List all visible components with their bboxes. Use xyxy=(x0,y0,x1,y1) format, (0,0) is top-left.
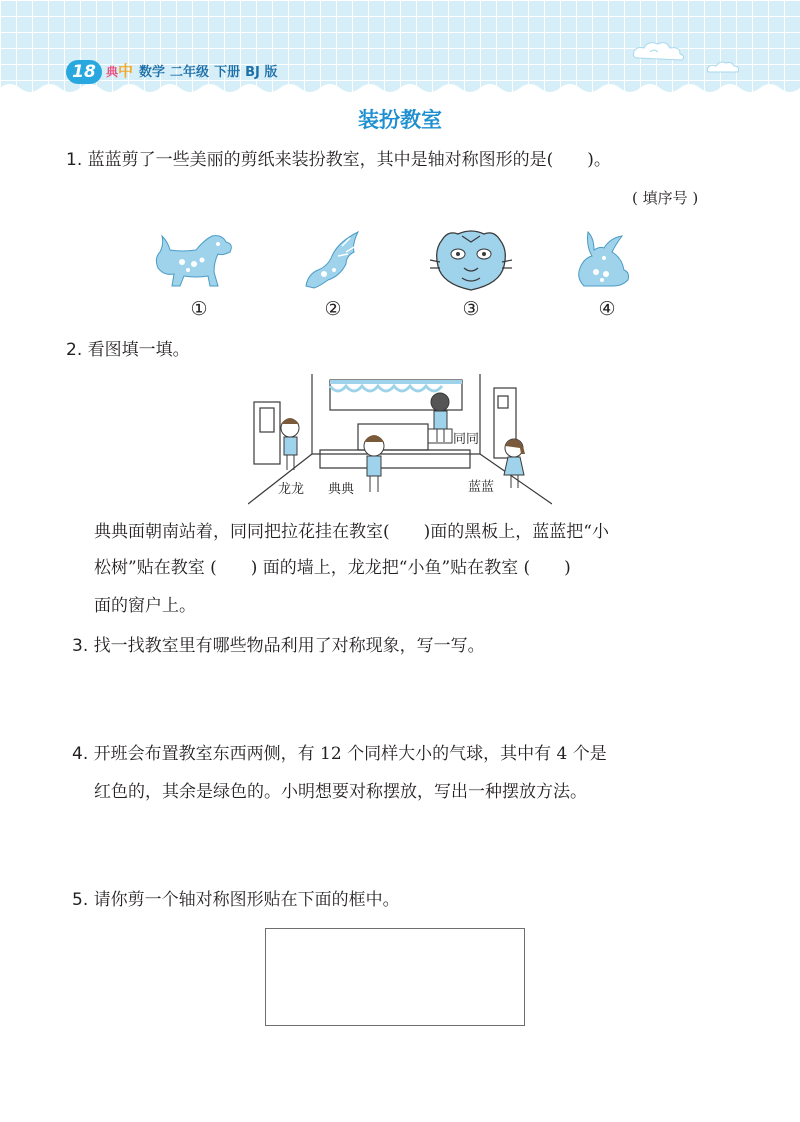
question-2 xyxy=(66,338,190,362)
dog-papercut-icon xyxy=(152,228,236,292)
question-5 xyxy=(72,888,400,912)
question-text: 请你剪一个轴对称图形贴在下面的框中。 xyxy=(93,890,400,910)
cloud-icon xyxy=(630,40,690,64)
edition-label: BJ 版 xyxy=(245,65,278,80)
book-brand xyxy=(106,60,277,82)
question-2-line-3: 面的窗户上。 xyxy=(94,596,196,616)
question-2-line-2: 松树”贴在教室 ( ) 面的墙上，龙龙把“小鱼”贴在教室 ( ) xyxy=(94,558,571,578)
question-text: 找一找教室里有哪些物品利用了对称现象，写一写。 xyxy=(93,636,485,656)
brand-logo-a: 典 xyxy=(106,65,119,79)
question-4-line-2: 红色的，其余是绿色的。小明想要对称摆放，写出一种摆放方法。 xyxy=(94,782,587,802)
question-number: 3. xyxy=(72,636,89,656)
question-number: 5. xyxy=(72,890,89,910)
question-2-line-1: 典典面朝南站着，同同把拉花挂在教室( )面的黑板上，蓝蓝把“小 xyxy=(94,522,609,542)
subject-label: 数学 xyxy=(139,65,166,80)
question-number: 2. xyxy=(66,340,83,360)
question-text: 开班会布置教室东西两侧，有 12 个同样大小的气球，其中有 4 个是 xyxy=(93,744,607,764)
label-lanlan: 蓝蓝 xyxy=(468,480,495,495)
child-diandian xyxy=(364,435,384,492)
question-4 xyxy=(72,742,607,766)
page-number: 18 xyxy=(66,60,102,84)
label-tongtong: 同同 xyxy=(453,432,480,447)
question-3 xyxy=(72,634,485,658)
cloud-icon xyxy=(706,60,742,76)
question-number: 4. xyxy=(72,744,89,764)
option-1-label: ① xyxy=(190,298,208,320)
bird-papercut-icon xyxy=(302,226,364,294)
fill-hint: ( 填序号 ) xyxy=(632,189,699,207)
label-diandian: 典典 xyxy=(328,482,355,497)
label-longlong: 龙龙 xyxy=(278,482,305,497)
child-tongtong xyxy=(428,393,452,443)
page-title: 装扮教室 xyxy=(358,108,442,132)
question-1 xyxy=(66,148,611,172)
rabbit-papercut-icon xyxy=(574,228,636,292)
answer-box[interactable] xyxy=(265,928,525,1026)
volume-label: 下册 xyxy=(214,65,241,80)
tiger-mask-papercut-icon xyxy=(428,226,514,296)
option-4-label: ④ xyxy=(598,298,616,320)
child-longlong xyxy=(281,418,299,470)
question-text: 蓝蓝剪了一些美丽的剪纸来装扮教室，其中是轴对称图形的是( )。 xyxy=(87,150,611,170)
brand-logo-b: 中 xyxy=(118,62,134,80)
child-lanlan xyxy=(504,439,525,488)
question-text: 看图填一填。 xyxy=(87,340,190,360)
option-2-label: ② xyxy=(324,298,342,320)
grade-label: 二年级 xyxy=(170,65,210,80)
question-number: 1. xyxy=(66,150,83,170)
option-3-label: ③ xyxy=(462,298,480,320)
